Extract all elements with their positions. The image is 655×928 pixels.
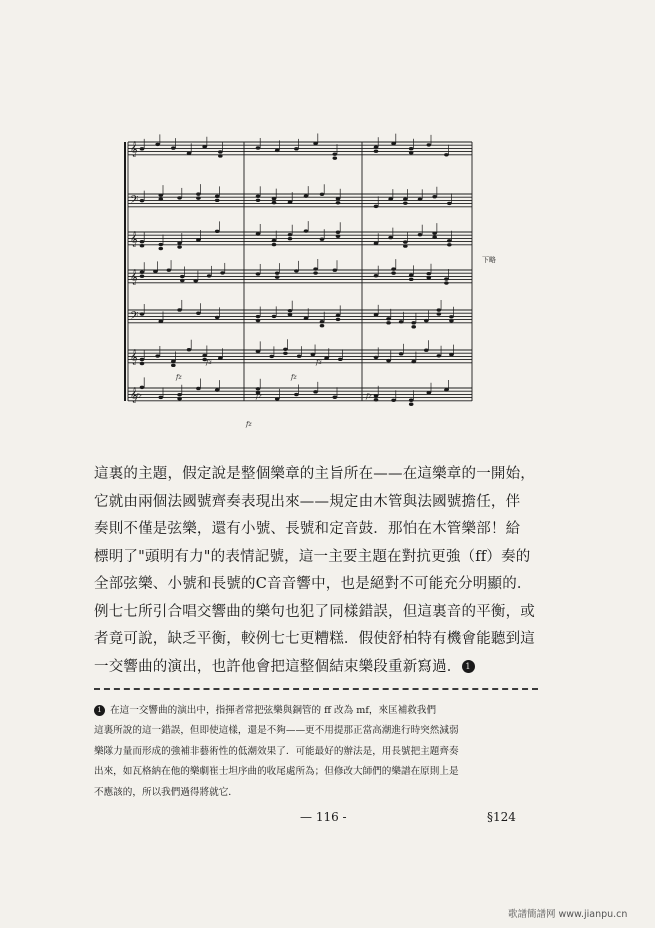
footnote-line-text: 在這一交響曲的演出中，指揮者常把弦樂與銅管的 ff 改為 mf，來匡補救我們 [110,705,437,716]
dynamic-mark: fz [256,392,262,400]
footnote-line: 樂隊力量而形成的強補非藝術性的低潮效果了．可能最好的辦法是，用長號把主題齊奏 [94,745,459,757]
footnote-line: 這裏所說的這一錯誤，但即使這樣，還是不夠——更不用提那正當高潮進行時突然減弱 [94,725,459,737]
footnote [94,701,550,803]
dynamic-mark: fz [246,420,252,428]
footnote-line: 出來，如瓦格納在他的樂劇崔士坦序曲的收尾處所為；但修改大師們的樂譜在原則上是 [94,766,459,778]
body-line-last [94,654,550,682]
page-number: — 116 - [300,810,347,824]
dynamic-mark: fz [366,392,372,400]
music-score [116,128,506,428]
footnote-ref-marker: 1 [462,660,475,673]
footnote-line [94,701,550,721]
dynamic-mark: fz [316,358,322,366]
body-line: 它就由兩個法國號齊奏表現出來——規定由木管與法國號擔任，伴 [94,493,521,510]
svg-text:𝄞: 𝄞 [130,142,138,157]
watermark: 歌譜簡譜网 www.jianpu.cn [508,909,628,920]
body-line: 標明了"頭明有力"的表情記號，這一主要主題在對抗更強（ff）奏的 [94,548,531,565]
svg-text:𝄞: 𝄞 [130,270,138,285]
footnote-marker: 1 [94,705,105,716]
direction-label: 下略 [482,256,496,264]
dynamic-mark: fz [176,373,182,381]
svg-text:𝄢: 𝄢 [130,310,139,325]
section-number: §124 [487,810,516,824]
svg-text:𝄞: 𝄞 [130,388,138,403]
body-line: 全部弦樂、小號和長號的C音音響中，也是絕對不可能充分明顯的． [94,576,532,592]
body-line: 奏則不僅是弦樂，還有小號、長號和定音鼓．那怕在木管樂部！給 [94,521,521,537]
footnote-divider [94,688,538,690]
svg-text:𝄞: 𝄞 [130,350,138,365]
body-line: 這裏的主題，假定說是整個樂章的主旨所在——在這樂章的一開始， [94,466,535,482]
footnote-line: 不應該的，所以我們過得將就它． [94,786,238,798]
body-text [94,461,550,681]
svg-text:𝄞: 𝄞 [130,232,138,247]
dynamic-mark: fz [136,392,142,400]
body-line: 者竟可說，缺乏平衡，較例七七更糟糕．假使舒柏特有機會能聽到這 [94,631,535,647]
dynamic-mark: fz [291,373,297,381]
svg-text:𝄢: 𝄢 [130,194,139,209]
body-line-text: 一交響曲的演出，也許他會把這整個結束樂段重新寫過． [94,658,462,675]
dynamic-mark: fz [206,358,212,366]
body-line: 例七七所引合唱交響曲的樂句也犯了同樣錯誤，但這裏音的平衡，或 [94,603,535,620]
